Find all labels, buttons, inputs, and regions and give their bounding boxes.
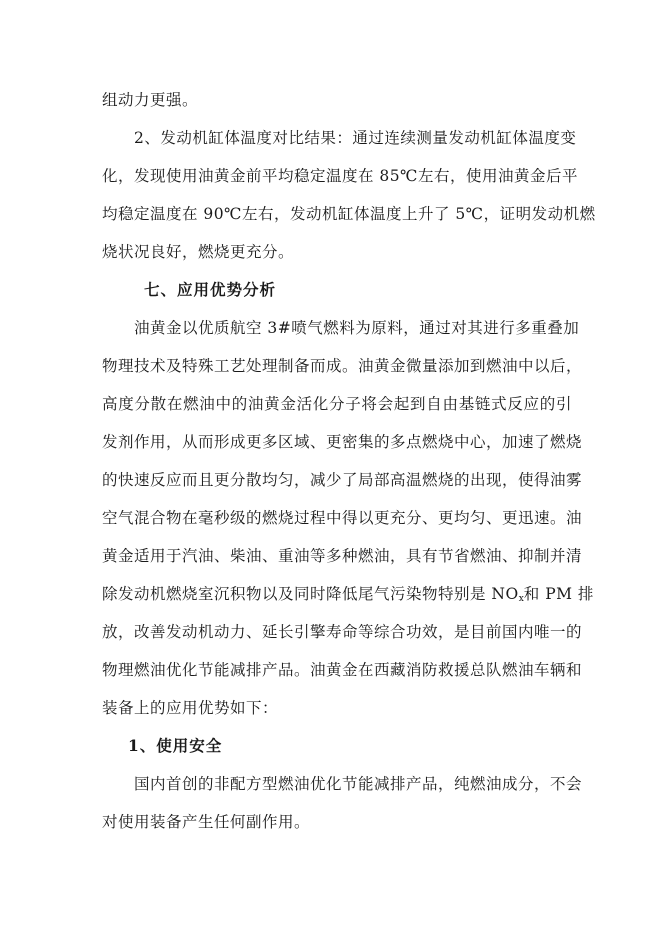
subsection-heading: 1、使用安全 <box>128 736 223 755</box>
paragraph-line: 放，改善发动机动力、延长引擎寿命等综合功效，是目前国内唯一的 <box>102 623 583 641</box>
paragraph-line: 物理技术及特殊工艺处理制备而成。油黄金微量添加到燃油中以后， <box>102 357 583 375</box>
paragraph-line: 物理燃油优化节能减排产品。油黄金在西藏消防救援总队燃油车辆和 <box>102 661 583 679</box>
section-heading: 七、应用优势分析 <box>144 280 277 299</box>
paragraph-line: 2、发动机缸体温度对比结果：通过连续测量发动机缸体温度变 <box>134 129 577 147</box>
paragraph-line: 发剂作用，从而形成更多区域、更密集的多点燃烧中心，加速了燃烧 <box>102 433 583 451</box>
paragraph-line: 国内首创的非配方型燃油优化节能减排产品，纯燃油成分，不会 <box>134 775 583 793</box>
paragraph-line: 组动力更强。 <box>102 91 199 109</box>
paragraph-line: 化，发现使用油黄金前平均稳定温度在 85℃左右，使用油黄金后平 <box>102 167 578 185</box>
paragraph-line: 对使用装备产生任何副作用。 <box>102 813 311 831</box>
paragraph-line: 装备上的应用优势如下： <box>102 699 279 717</box>
paragraph-line <box>102 584 594 609</box>
paragraph-text: 和 PM 排 <box>523 585 594 603</box>
paragraph-line: 烧状况良好，燃烧更充分。 <box>102 243 295 261</box>
paragraph-text: 除发动机燃烧室沉积物以及同时降低尾气污染物特别是 NO <box>102 585 519 603</box>
paragraph-line: 均稳定温度在 90℃左右，发动机缸体温度上升了 5℃，证明发动机燃 <box>102 205 596 223</box>
paragraph-line: 的快速反应而且更分散均匀，减少了局部高温燃烧的出现，使得油雾 <box>102 471 583 489</box>
paragraph-line: 空气混合物在毫秒级的燃烧过程中得以更充分、更均匀、更迅速。油 <box>102 509 583 527</box>
paragraph-line: 黄金适用于汽油、柴油、重油等多种燃油，具有节省燃油、抑制并清 <box>102 547 583 565</box>
paragraph-line: 高度分散在燃油中的油黄金活化分子将会起到自由基链式反应的引 <box>102 395 572 413</box>
paragraph-line: 油黄金以优质航空 3#喷气燃料为原料，通过对其进行多重叠加 <box>134 319 580 337</box>
subscript-x: x <box>518 594 524 604</box>
